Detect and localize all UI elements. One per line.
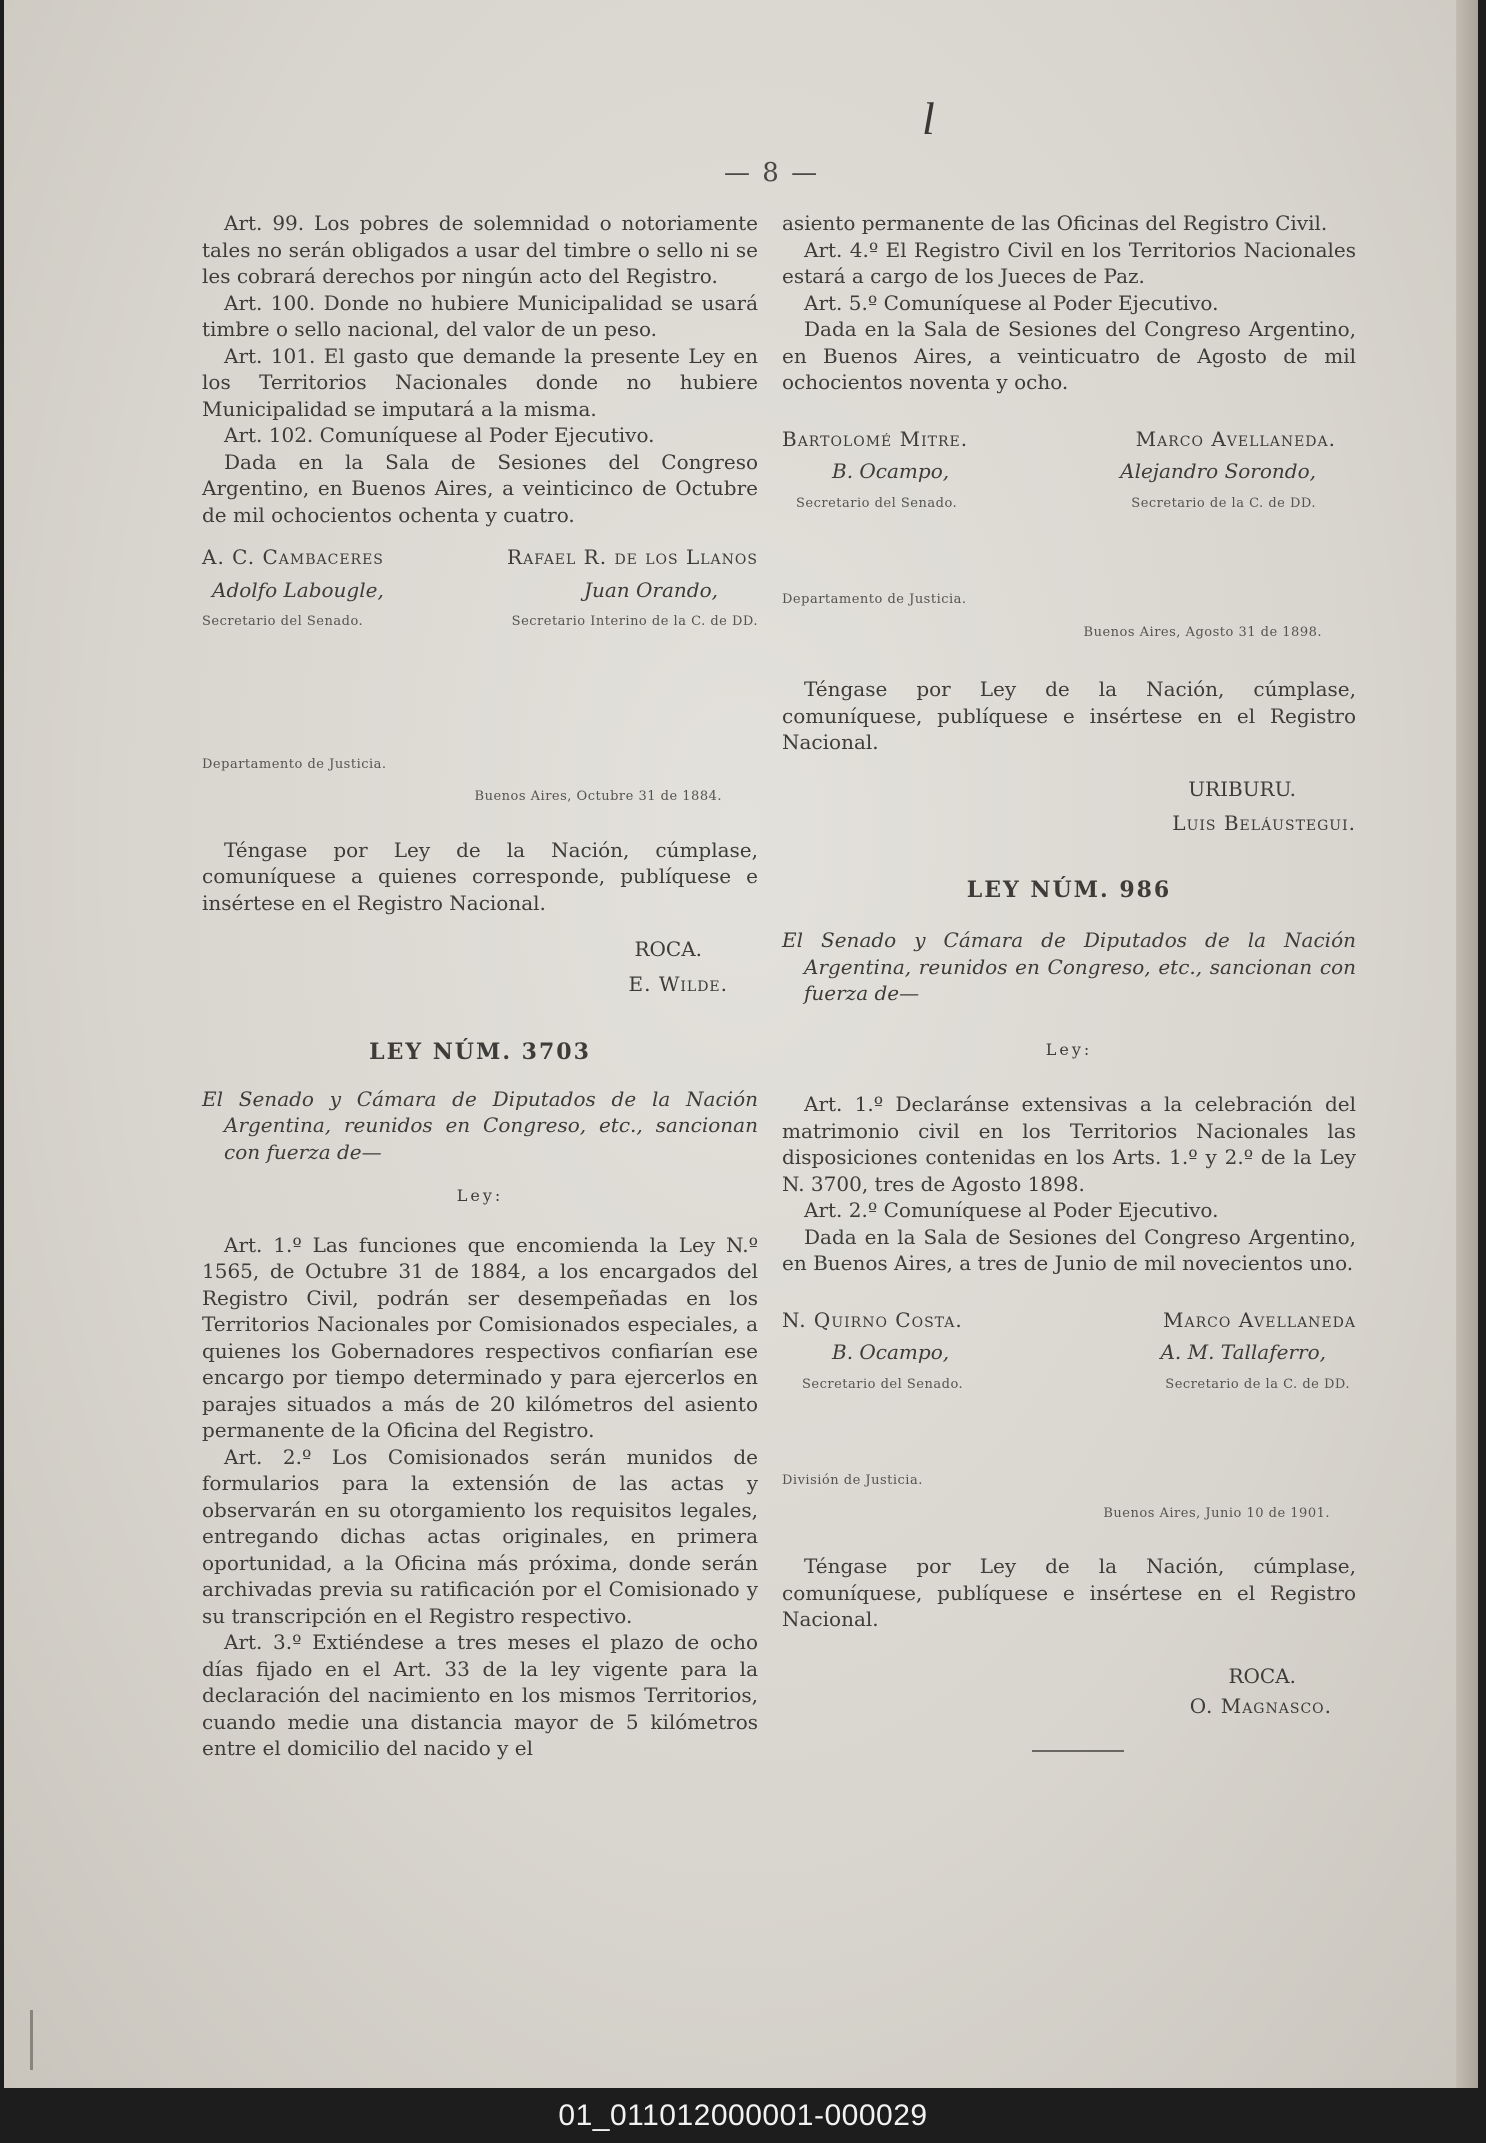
right-column bbox=[782, 210, 1356, 1752]
law-title: LEY NÚM. 986 bbox=[966, 876, 1172, 903]
article-102: Art. 102. Comuníquese al Poder Ejecutivo. bbox=[224, 423, 655, 447]
department-label: División de Justicia. bbox=[782, 1473, 923, 1488]
signature-block bbox=[202, 544, 758, 571]
pen-mark: l bbox=[922, 93, 935, 144]
signature-roles bbox=[202, 609, 758, 636]
article-5: Art. 5.º Comuníquese al Poder Ejecutivo. bbox=[804, 290, 1219, 315]
signer-minister: O. Magnasco. bbox=[1189, 1694, 1332, 1718]
department-label: Departamento de Justicia. bbox=[782, 592, 967, 607]
signatory-role: Secretario de la C. de DD. bbox=[1165, 1376, 1350, 1392]
signer-minister: E. Wilde. bbox=[628, 971, 728, 996]
left-column bbox=[202, 210, 758, 1762]
closing-rule bbox=[1032, 1750, 1124, 1752]
signer-president: ROCA. bbox=[634, 937, 702, 961]
promulgation-decree: Téngase por Ley de la Nación, cúmplase, comuníquese, publíquese e insértese en el Registro Nacional. bbox=[782, 1554, 1356, 1631]
decree-date: Buenos Aires, Octubre 31 de 1884. bbox=[474, 789, 722, 804]
signatory-role: Secretario del Senado. bbox=[802, 1376, 964, 1392]
article-99: Art. 99. Los pobres de solemnidad o notoriamente tales no serán obligados a usar del timbre o sello ni se les cobrará derechos por ningún acto del Registro. bbox=[202, 211, 758, 288]
law-article-1: Art. 1.º Declaránse extensivas a la celebración del matrimonio civil en los Territorios Nacionales las disposiciones contenidas en los Arts. 1.º y 2.º de la Ley N. 3700, tres de Agosto 1898. bbox=[782, 1092, 1356, 1196]
signatory-title: A. C. Cambaceres bbox=[202, 545, 384, 569]
signature-names bbox=[782, 452, 1356, 491]
article-101: Art. 101. El gasto que demande la presente Ley en los Territorios Nacionales donde no hubiere Municipalidad se imputará a la misma. bbox=[202, 343, 758, 421]
signatory-name: Adolfo Labougle, bbox=[212, 577, 384, 602]
signatory-title: Marco Avellaneda. bbox=[1135, 426, 1336, 451]
signer-president: URIBURU. bbox=[1188, 776, 1296, 801]
law-article-2: Art. 2.º Comuníquese al Poder Ejecutivo. bbox=[804, 1198, 1219, 1222]
ley-heading: Ley: bbox=[1045, 1039, 1093, 1059]
decree-date: Buenos Aires, Junio 10 de 1901. bbox=[1103, 1505, 1330, 1521]
signature-names bbox=[782, 1333, 1356, 1372]
decree-date: Buenos Aires, Agosto 31 de 1898. bbox=[1083, 624, 1322, 640]
signatory-role: Secretario del Senado. bbox=[796, 495, 958, 511]
archive-id-label: 01_011012000001-000029 bbox=[558, 2099, 928, 2132]
signature-roles bbox=[782, 491, 1356, 518]
promulgation-decree: Téngase por Ley de la Nación, cúmplase, comuníquese, publíquese e insértese en el Registro Nacional. bbox=[782, 677, 1356, 754]
signatory-role: Secretario Interino de la C. de DD. bbox=[511, 614, 758, 629]
signatory-title: Rafael R. de los Llanos bbox=[507, 545, 758, 569]
signature-block bbox=[782, 426, 1356, 453]
signature-block bbox=[782, 1307, 1356, 1334]
promulgation-decree: Téngase por Ley de la Nación, cúmplase, comuníquese a quienes corresponde, publíquese e insértese en el Registro Nacional. bbox=[202, 837, 758, 915]
enactment-clause: Dada en la Sala de Sesiones del Congreso Argentino, en Buenos Aires, a veinticinco de Octubre de mil ochocientos ochenta y cuatro. bbox=[202, 449, 758, 527]
signature-names bbox=[202, 571, 758, 610]
page-number: — 8 — bbox=[724, 158, 820, 188]
signatory-title: N. Quirno Costa. bbox=[782, 1307, 963, 1332]
signatory-name: B. Ocampo, bbox=[832, 459, 950, 483]
law-title: LEY NÚM. 3703 bbox=[369, 1039, 591, 1065]
margin-mark bbox=[30, 2010, 33, 2070]
signatory-name: Juan Orando, bbox=[583, 577, 718, 602]
scanned-page bbox=[4, 0, 1478, 2088]
article-continuation: asiento permanente de las Oficinas del Registro Civil. bbox=[782, 211, 1328, 235]
law-preamble: El Senado y Cámara de Diputados de la Nación Argentina, reunidos en Congreso, etc., sancionan con fuerza de— bbox=[782, 928, 1356, 1005]
signatory-name: A. M. Tallaferro, bbox=[1160, 1340, 1326, 1364]
signature-roles bbox=[782, 1372, 1356, 1399]
signatory-name: B. Ocampo, bbox=[832, 1340, 950, 1364]
signer-minister: Luis Beláustegui. bbox=[1172, 811, 1356, 835]
law-preamble: El Senado y Cámara de Diputados de la Nación Argentina, reunidos en Congreso, etc., sancionan con fuerza de— bbox=[202, 1086, 758, 1164]
law-article-2: Art. 2.º Los Comisionados serán munidos de formularios para la extensión de las actas y observarán en su otorgamiento los requisitos legales, entregando dichas actas originales, en primera oportunidad, a la Oficina más próxima, donde serán archivadas previa su ratificación por el Comisionado y su transcripción en el Registro respectivo. bbox=[202, 1444, 758, 1628]
page-edge bbox=[1456, 0, 1478, 2088]
signatory-name: Alejandro Sorondo, bbox=[1120, 459, 1316, 483]
signer-president: ROCA. bbox=[1228, 1663, 1296, 1688]
signatory-role: Secretario de la C. de DD. bbox=[1131, 495, 1316, 511]
law-article-3: Art. 3.º Extiéndese a tres meses el plazo de ocho días fijado en el Art. 33 de la ley vigente para la declaración del nacimiento en los mismos Territorios, cuando medie una distancia mayor de 5 kilómetros entre el domicilio del nacido y el bbox=[202, 1630, 758, 1760]
article-100: Art. 100. Donde no hubiere Municipalidad se usará timbre o sello nacional, del valor de un peso. bbox=[202, 290, 758, 341]
ley-heading: Ley: bbox=[456, 1186, 504, 1205]
enactment-clause: Dada en la Sala de Sesiones del Congreso Argentino, en Buenos Aires, a veinticuatro de Agosto de mil ochocientos noventa y ocho. bbox=[782, 317, 1356, 394]
article-4: Art. 4.º El Registro Civil en los Territorios Nacionales estará a cargo de los Jueces de Paz. bbox=[782, 237, 1356, 288]
enactment-clause: Dada en la Sala de Sesiones del Congreso Argentino, en Buenos Aires, a tres de Junio de mil novecientos uno. bbox=[782, 1224, 1356, 1275]
signatory-role: Secretario del Senado. bbox=[202, 614, 364, 629]
signatory-title: Marco Avellaneda bbox=[1163, 1307, 1356, 1332]
department-label: Departamento de Justicia. bbox=[202, 756, 387, 772]
signatory-title: Bartolomé Mitre. bbox=[782, 426, 969, 451]
law-article-1: Art. 1.º Las funciones que encomienda la Ley N.º 1565, de Octubre 31 de 1884, a los encargados del Registro Civil, podrán ser desempeñadas en los Territorios Nacionales por Comisionados especiales, a quienes los Gobernadores respectivos confiarían ese encargo por tiempo determinado y para ejercerlos en parajes situados a más de 20 kilómetros del asiento permanente de la Oficina del Registro. bbox=[202, 1232, 758, 1442]
